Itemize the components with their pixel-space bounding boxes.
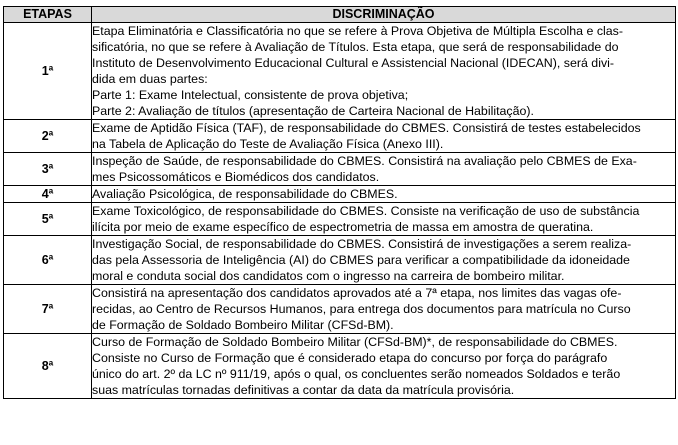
table-row bbox=[4, 203, 676, 236]
stage-description bbox=[92, 236, 676, 285]
table-row bbox=[4, 186, 676, 203]
description-line: Investigação Social, de responsabilidade do CBMES. Consistirá de investigações a serem realiza- bbox=[92, 237, 632, 251]
description-line: Etapa Eliminatória e Classificatória no que se refere à Prova Objetiva de Múltipla Escolha e clas- bbox=[92, 24, 623, 38]
description-line: Avaliação Psicológica, de responsabilidade do CBMES. bbox=[92, 187, 398, 201]
description-line: dida em duas partes: bbox=[92, 72, 208, 86]
table-row bbox=[4, 120, 676, 153]
description-line: Exame de Aptidão Física (TAF), de responsabilidade do CBMES. Consistirá de testes estabelecidos bbox=[92, 121, 641, 135]
description-line: de Formação de Soldado Bombeiro Militar (CFSd-BM). bbox=[92, 318, 394, 332]
stage-number: 5ª bbox=[4, 203, 92, 236]
description-line: sificatória, no que se refere à Avaliação de Títulos. Esta etapa, que será de responsabilidade do bbox=[92, 40, 619, 54]
description-line: Consiste no Curso de Formação que é considerado etapa do concurso por força do parágrafo bbox=[92, 351, 608, 365]
description-line: mes Psicossomáticos e Biomédicos dos candidatos. bbox=[92, 170, 380, 184]
description-line: Parte 2: Avaliação de títulos (apresentação de Carteira Nacional de Habilitação). bbox=[92, 104, 534, 118]
stage-number: 7ª bbox=[4, 285, 92, 334]
description-line: Curso de Formação de Soldado Bombeiro Militar (CFSd-BM)*, de responsabilidade do CBMES. bbox=[92, 335, 618, 349]
table-row bbox=[4, 285, 676, 334]
description-line: Inspeção de Saúde, de responsabilidade do CBMES. Consistirá na avaliação pelo CBMES de Exa- bbox=[92, 154, 637, 168]
stage-number: 1ª bbox=[4, 23, 92, 120]
table-row bbox=[4, 153, 676, 186]
stage-description bbox=[92, 285, 676, 334]
stage-number: 3ª bbox=[4, 153, 92, 186]
description-line: suas matrículas tornadas definitivas a contar da data da matrícula provisória. bbox=[92, 383, 515, 397]
table-row bbox=[4, 236, 676, 285]
description-line: único do art. 2º da LC nº 911/19, após o qual, os concluentes serão nomeados Soldados e terão bbox=[92, 367, 621, 381]
table-body bbox=[4, 23, 676, 399]
stage-number: 2ª bbox=[4, 120, 92, 153]
stage-number: 6ª bbox=[4, 236, 92, 285]
description-line: recidas, ao Centro de Recursos Humanos, para entrega dos documentos para matrícula no Curso bbox=[92, 302, 631, 316]
description-line: moral e conduta social dos candidatos com o ingresso na carreira de bombeiro militar. bbox=[92, 269, 565, 283]
table-row bbox=[4, 334, 676, 399]
table-row bbox=[4, 23, 676, 120]
description-line: das pela Assessoria de Inteligência (AI) do CBMES para verificar a compatibilidade da idoneidade bbox=[92, 253, 630, 267]
description-line: Consistirá na apresentação dos candidatos aprovados até a 7ª etapa, nos limites das vagas ofe- bbox=[92, 286, 622, 300]
header-stages: ETAPAS bbox=[4, 7, 92, 23]
stage-description bbox=[92, 334, 676, 399]
stage-description bbox=[92, 153, 676, 186]
stage-description bbox=[92, 120, 676, 153]
description-line: Instituto de Desenvolvimento Educacional Cultural e Assistencial Nacional (IDECAN), será divi- bbox=[92, 56, 615, 70]
stage-number: 4ª bbox=[4, 186, 92, 203]
stage-number: 8ª bbox=[4, 334, 92, 399]
stages-table bbox=[3, 6, 676, 399]
stage-description bbox=[92, 23, 676, 120]
description-line: Exame Toxicológico, de responsabilidade do CBMES. Consiste na verificação de uso de substância bbox=[92, 204, 640, 218]
header-description: DISCRIMINAÇÃO bbox=[92, 7, 676, 23]
table-header-row bbox=[4, 7, 676, 23]
description-line: Parte 1: Exame Intelectual, consistente de prova objetiva; bbox=[92, 88, 409, 102]
stage-description bbox=[92, 186, 676, 203]
description-line: na Tabela de Aplicação do Teste de Avaliação Física (Anexo III). bbox=[92, 137, 444, 151]
description-line: ilícita por meio de exame específico de espectrometria de massa em amostra de queratina. bbox=[92, 220, 594, 234]
stage-description bbox=[92, 203, 676, 236]
